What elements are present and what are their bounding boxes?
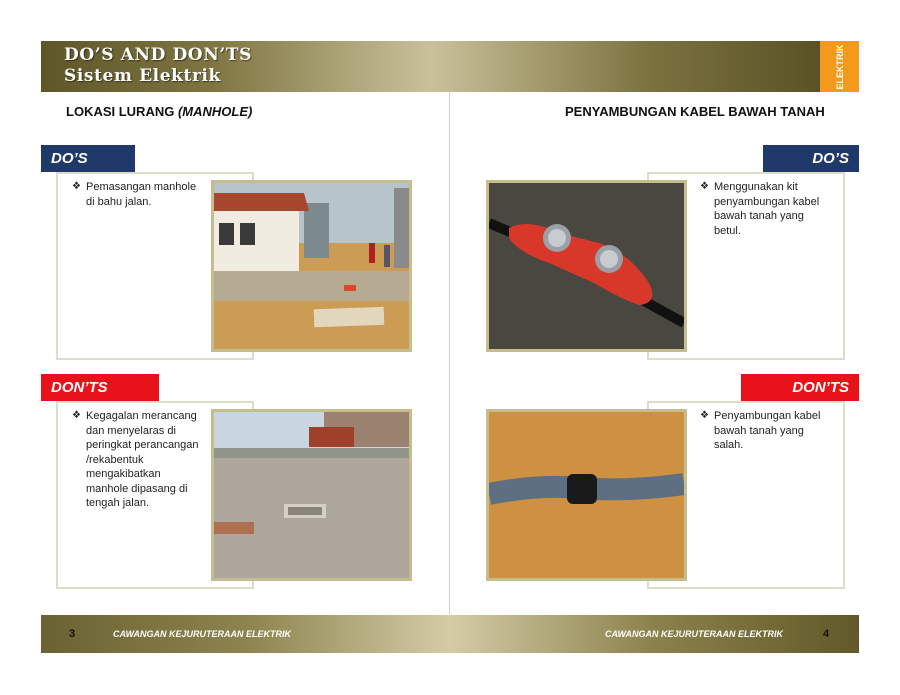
bullet-icon: ❖ bbox=[72, 410, 81, 421]
cable-wrong-joint-photo bbox=[486, 409, 687, 581]
left-dos-tag: DO’S bbox=[41, 145, 135, 172]
left-section-title bbox=[66, 104, 252, 119]
right-dos-tag: DO’S bbox=[763, 145, 859, 172]
left-donts-text: Kegagalan merancang dan menyelaras di peringkat perancangan /rekabentuk mengakibatkan manhole dipasang di tengah jalan. bbox=[86, 410, 199, 509]
title-line-2: Sistem Elektrik bbox=[64, 66, 221, 86]
right-section-title: PENYAMBUNGAN KABEL BAWAH TANAH bbox=[565, 104, 825, 119]
section-tab-label: ELEKTRIK bbox=[834, 44, 845, 89]
left-donts-tag: DON’TS bbox=[41, 374, 159, 401]
cable-joint-kit-photo bbox=[486, 180, 687, 352]
page-divider bbox=[449, 92, 450, 614]
manhole-roadside-image bbox=[214, 183, 409, 349]
bullet-icon: ❖ bbox=[72, 181, 81, 192]
right-footer-text: CAWANGAN KEJURUTERAAN ELEKTRIK bbox=[605, 629, 784, 639]
cable-joint-kit-image bbox=[489, 183, 684, 349]
left-title-main: LOKASI LURANG bbox=[66, 104, 178, 119]
manhole-midroad-photo bbox=[211, 409, 412, 581]
left-donts-note bbox=[72, 409, 204, 511]
bullet-icon: ❖ bbox=[700, 181, 709, 192]
left-dos-note bbox=[72, 180, 200, 209]
right-donts-tag: DON’TS bbox=[741, 374, 859, 401]
page-title bbox=[64, 45, 252, 87]
right-page-number: 4 bbox=[823, 628, 830, 640]
right-dos-text: Menggunakan kit penyambungan kabel bawah tanah yang betul. bbox=[714, 181, 820, 237]
cable-wrong-joint-image bbox=[489, 412, 684, 578]
manhole-roadside-photo bbox=[211, 180, 412, 352]
left-footer-text: CAWANGAN KEJURUTERAAN ELEKTRIK bbox=[113, 629, 292, 639]
title-line-1: DO’S AND DON’TS bbox=[64, 45, 252, 65]
left-dos-text: Pemasangan manhole di bahu jalan. bbox=[86, 181, 197, 208]
manhole-midroad-image bbox=[214, 412, 409, 578]
right-donts-note bbox=[700, 409, 826, 453]
section-tab bbox=[820, 41, 859, 92]
right-dos-note bbox=[700, 180, 826, 238]
left-page-number: 3 bbox=[69, 628, 76, 640]
right-donts-text: Penyambungan kabel bawah tanah yang salah. bbox=[714, 410, 821, 451]
bullet-icon: ❖ bbox=[700, 410, 709, 421]
left-title-italic: (MANHOLE) bbox=[177, 104, 253, 119]
